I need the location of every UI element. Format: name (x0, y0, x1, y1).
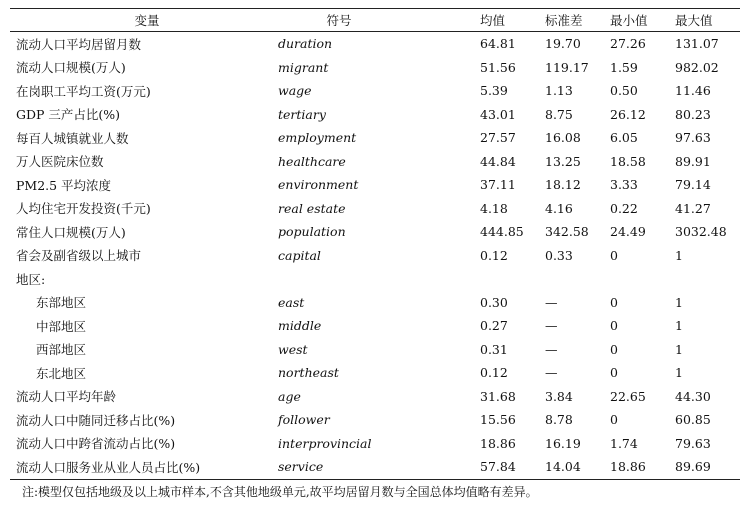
max-cell: 1 (675, 247, 683, 263)
min-cell: 1.59 (610, 59, 638, 75)
sd-cell: 14.04 (545, 459, 581, 475)
symbol-cell: real estate (278, 200, 346, 216)
mean-cell: 4.18 (480, 200, 508, 216)
mean-cell: 64.81 (480, 36, 516, 52)
max-cell: 80.23 (675, 106, 711, 122)
mean-cell (480, 267, 545, 291)
min-cell: 0 (610, 412, 618, 428)
variable-cell: GDP 三产占比(%) (16, 107, 121, 123)
sd-cell: — (545, 341, 558, 357)
symbol-cell: employment (278, 130, 357, 146)
min-cell: 0.50 (610, 83, 638, 99)
table-row (10, 220, 740, 244)
min-cell: 24.49 (610, 224, 646, 240)
symbol-cell: follower (278, 412, 330, 428)
table-row (10, 267, 740, 291)
min-cell: 1.74 (610, 435, 638, 451)
variable-cell: 在岗职工平均工资(万元) (16, 83, 151, 99)
variable-cell: PM2.5 平均浓度 (16, 177, 112, 193)
min-cell: 0.22 (610, 200, 638, 216)
mean-cell: 18.86 (480, 435, 516, 451)
sd-cell: — (545, 294, 558, 310)
variable-cell: 流动人口中随同迁移占比(%) (16, 412, 176, 428)
min-cell: 0 (610, 341, 618, 357)
variable-cell: 东北地区 (36, 365, 87, 381)
header-min: 最小值 (610, 13, 648, 28)
variable-cell: 流动人口服务业从业人员占比(%) (16, 459, 201, 475)
table-row (10, 291, 740, 315)
max-cell: 131.07 (675, 36, 719, 52)
sd-cell: 119.17 (545, 59, 589, 75)
table-row (10, 244, 740, 268)
sd-cell: 342.58 (545, 224, 589, 240)
header-mean: 均值 (480, 13, 506, 28)
symbol-cell: west (278, 341, 308, 357)
max-cell: 1 (675, 341, 683, 357)
header-max: 最大值 (675, 13, 713, 28)
variable-cell: 地区: (16, 271, 46, 287)
sd-cell: 8.78 (545, 412, 573, 428)
variable-cell: 流动人口规模(万人) (16, 60, 126, 76)
mean-cell: 0.31 (480, 341, 508, 357)
max-cell: 89.91 (675, 153, 711, 169)
symbol-cell: tertiary (278, 106, 326, 122)
symbol-cell (278, 267, 480, 291)
descriptive-statistics-table (10, 8, 740, 480)
min-cell: 26.12 (610, 106, 646, 122)
header-symbol: 符号 (326, 13, 352, 28)
table-row (10, 150, 740, 174)
min-cell: 18.86 (610, 459, 646, 475)
symbol-cell: population (278, 224, 346, 240)
sd-cell: 3.84 (545, 388, 573, 404)
sd-cell: 16.19 (545, 435, 581, 451)
header-variable: 变量 (134, 13, 160, 28)
max-cell: 1 (675, 365, 683, 381)
sd-cell: — (545, 318, 558, 334)
min-cell: 0 (610, 294, 618, 310)
table-row (10, 455, 740, 479)
table-header-row (10, 9, 740, 32)
sd-cell: 4.16 (545, 200, 573, 216)
mean-cell: 31.68 (480, 388, 516, 404)
symbol-cell: duration (278, 36, 333, 52)
mean-cell: 57.84 (480, 459, 516, 475)
mean-cell: 0.30 (480, 294, 508, 310)
table-row (10, 32, 740, 56)
max-cell: 11.46 (675, 83, 711, 99)
max-cell: 79.14 (675, 177, 711, 193)
symbol-cell: capital (278, 247, 321, 263)
table-row (10, 385, 740, 409)
sd-cell: — (545, 365, 558, 381)
max-cell: 97.63 (675, 130, 711, 146)
variable-cell: 中部地区 (36, 318, 87, 334)
mean-cell: 0.27 (480, 318, 508, 334)
variable-cell: 流动人口平均居留月数 (16, 36, 142, 52)
table-body (10, 32, 740, 480)
table-note: 注:模型仅包括地级及以上城市样本,不含其他地级单元,故平均居留月数与全国总体均值略有差异。 (22, 485, 538, 499)
sd-cell: 8.75 (545, 106, 573, 122)
sd-cell: 13.25 (545, 153, 581, 169)
mean-cell: 15.56 (480, 412, 516, 428)
mean-cell: 44.84 (480, 153, 516, 169)
variable-cell: 常住人口规模(万人) (16, 224, 126, 240)
mean-cell: 37.11 (480, 177, 516, 193)
sd-cell: 0.33 (545, 247, 573, 263)
symbol-cell: migrant (278, 59, 329, 75)
table-row (10, 432, 740, 456)
min-cell: 6.05 (610, 130, 638, 146)
table-row (10, 314, 740, 338)
min-cell: 0 (610, 318, 618, 334)
table-row (10, 56, 740, 80)
max-cell: 982.02 (675, 59, 719, 75)
variable-cell: 西部地区 (36, 342, 87, 358)
max-cell: 79.63 (675, 435, 711, 451)
min-cell (610, 267, 675, 291)
symbol-cell: environment (278, 177, 359, 193)
mean-cell: 444.85 (480, 224, 524, 240)
symbol-cell: middle (278, 318, 322, 334)
table-row (10, 173, 740, 197)
variable-cell: 流动人口平均年龄 (16, 389, 117, 405)
table-row (10, 197, 740, 221)
mean-cell: 5.39 (480, 83, 508, 99)
mean-cell: 51.56 (480, 59, 516, 75)
sd-cell: 19.70 (545, 36, 581, 52)
mean-cell: 27.57 (480, 130, 516, 146)
variable-cell: 每百人城镇就业人数 (16, 130, 129, 146)
max-cell: 3032.48 (675, 224, 727, 240)
sd-cell: 18.12 (545, 177, 581, 193)
min-cell: 0 (610, 247, 618, 263)
min-cell: 0 (610, 365, 618, 381)
symbol-cell: healthcare (278, 153, 346, 169)
sd-cell: 1.13 (545, 83, 573, 99)
max-cell: 41.27 (675, 200, 711, 216)
variable-cell: 万人医院床位数 (16, 154, 104, 170)
header-sd: 标准差 (545, 13, 583, 28)
max-cell (675, 267, 740, 291)
mean-cell: 0.12 (480, 247, 508, 263)
table-row (10, 79, 740, 103)
mean-cell: 43.01 (480, 106, 516, 122)
symbol-cell: interprovincial (278, 435, 372, 451)
max-cell: 60.85 (675, 412, 711, 428)
symbol-cell: age (278, 388, 301, 404)
min-cell: 18.58 (610, 153, 646, 169)
symbol-cell: service (278, 459, 324, 475)
min-cell: 27.26 (610, 36, 646, 52)
min-cell: 3.33 (610, 177, 638, 193)
max-cell: 1 (675, 294, 683, 310)
table-row (10, 126, 740, 150)
sd-cell (545, 267, 610, 291)
symbol-cell: wage (278, 83, 312, 99)
max-cell: 44.30 (675, 388, 711, 404)
max-cell: 89.69 (675, 459, 711, 475)
variable-cell: 人均住宅开发投资(千元) (16, 201, 151, 217)
sd-cell: 16.08 (545, 130, 581, 146)
table-row (10, 361, 740, 385)
table-row (10, 408, 740, 432)
max-cell: 1 (675, 318, 683, 334)
min-cell: 22.65 (610, 388, 646, 404)
mean-cell: 0.12 (480, 365, 508, 381)
table-row (10, 338, 740, 362)
variable-cell: 东部地区 (36, 295, 87, 311)
symbol-cell: northeast (278, 365, 339, 381)
variable-cell: 省会及副省级以上城市 (16, 248, 142, 264)
symbol-cell: east (278, 294, 305, 310)
variable-cell: 流动人口中跨省流动占比(%) (16, 436, 176, 452)
table-row (10, 103, 740, 127)
